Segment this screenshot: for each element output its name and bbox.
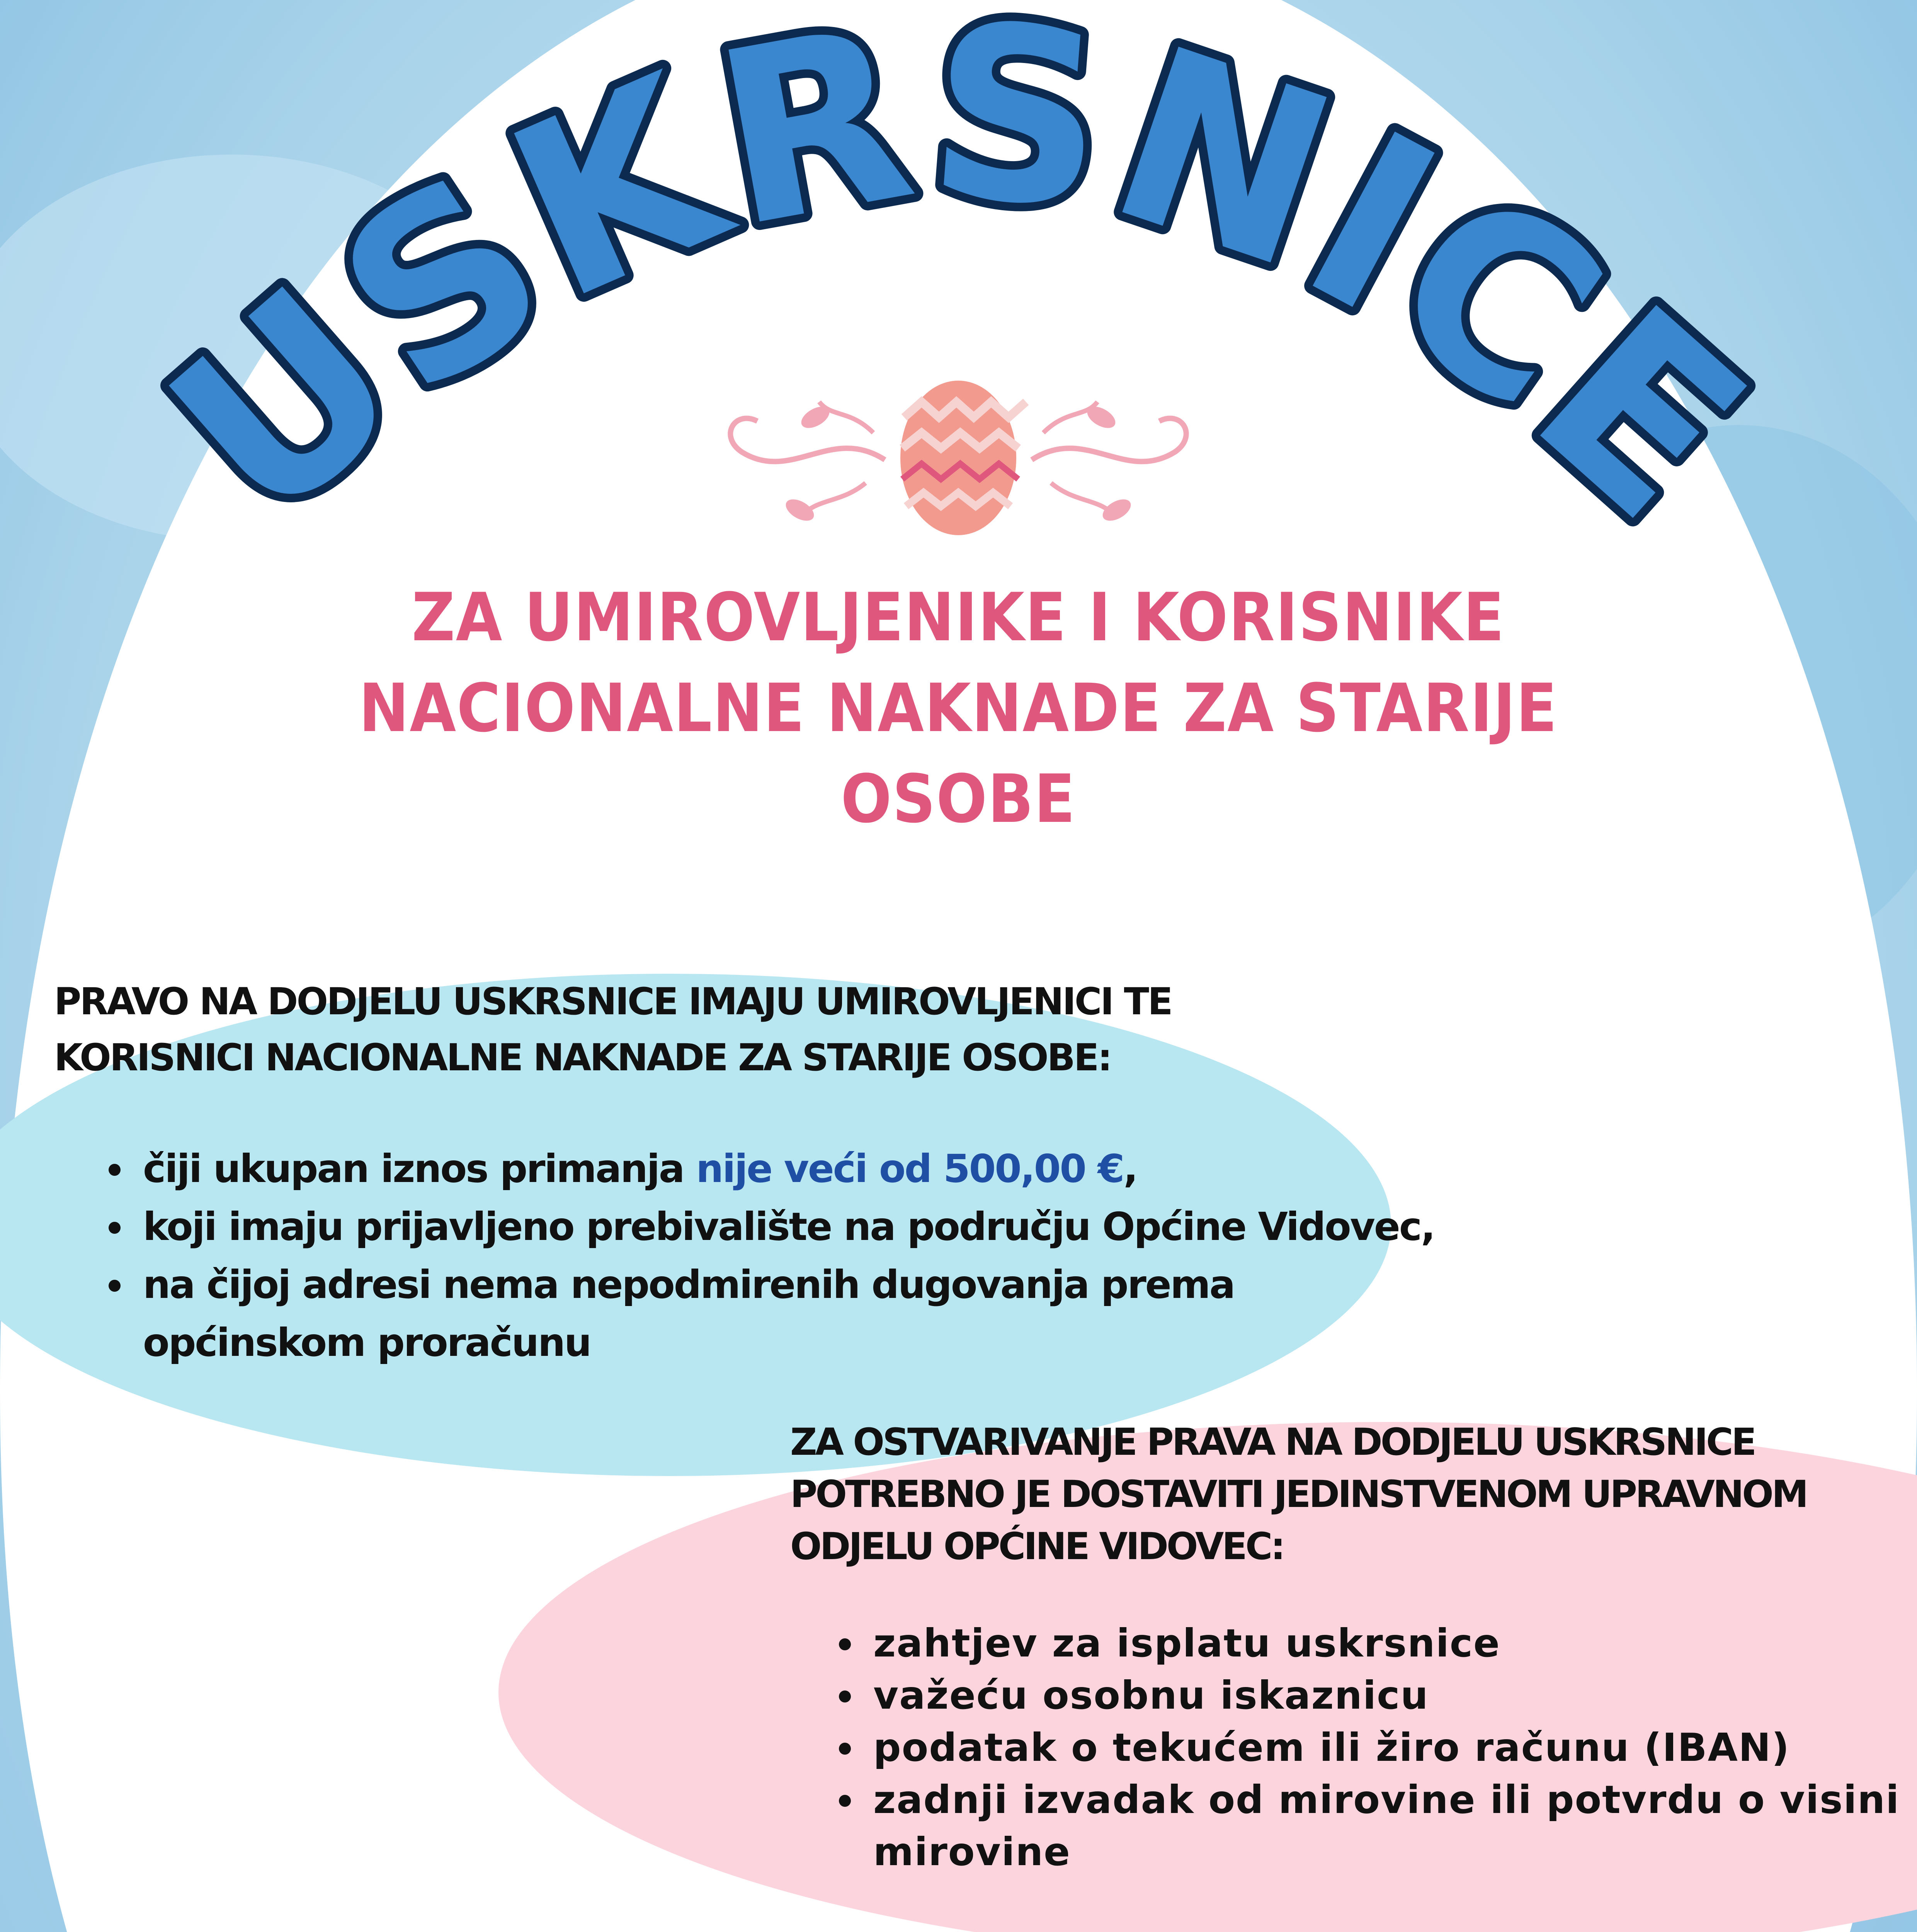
list-item — [135, 1256, 1449, 1372]
list-item: • važeću osobnu iskaznicu — [866, 1669, 1917, 1721]
eligibility-intro — [54, 974, 1329, 1086]
documents-list — [815, 1617, 1917, 1878]
eligibility-item-text: općinskom proračunu — [143, 1320, 591, 1365]
list-item: • zadnji izvadak od mirovine ili potvrdu o visini mirovine — [866, 1774, 1917, 1878]
list-item: • podatak o tekućem ili žiro računu (IBAN) — [866, 1721, 1917, 1774]
list-item — [135, 1140, 1449, 1198]
eligibility-intro-line: KORISNICI NACIONALNE NAKNADE ZA STARIJE OSOBE: — [54, 1036, 1111, 1079]
documents-intro-line: POTREBNO JE DOSTAVITI JEDINSTVENOM UPRAVNOM — [790, 1473, 1807, 1516]
documents-intro-line: ODJELU OPĆINE VIDOVEC: — [790, 1525, 1284, 1568]
subtitle-line: ZA UMIROVLJENIKE I KORISNIKE — [412, 578, 1505, 656]
subtitle-line: NACIONALNE NAKNADE ZA STARIJE — [359, 669, 1558, 747]
main-title: USKRSNICE — [121, 0, 1796, 575]
eligibility-item-text: na čijoj adresi nema nepodmirenih dugovanja prema — [143, 1262, 1235, 1307]
eligibility-list — [81, 1140, 1449, 1372]
subtitle — [270, 572, 1646, 844]
list-item: • koji imaju prijavljeno prebivalište na području Općine Vidovec, — [135, 1198, 1449, 1256]
list-item: • zahtjev za isplatu uskrsnice — [866, 1617, 1917, 1669]
eligibility-item-suffix: , — [1123, 1146, 1137, 1191]
eligibility-intro-line: PRAVO NA DODJELU USKRSNICE IMAJU UMIROVLJENICI TE — [54, 980, 1172, 1023]
subtitle-line: OSOBE — [840, 760, 1076, 838]
eligibility-item-text: čiji ukupan iznos primanja — [143, 1146, 696, 1191]
income-limit-highlight: nije veći od 500,00 € — [696, 1146, 1124, 1191]
documents-intro — [790, 1416, 1872, 1573]
documents-intro-line: ZA OSTVARIVANJE PRAVA NA DODJELU USKRSNICE — [790, 1420, 1755, 1464]
